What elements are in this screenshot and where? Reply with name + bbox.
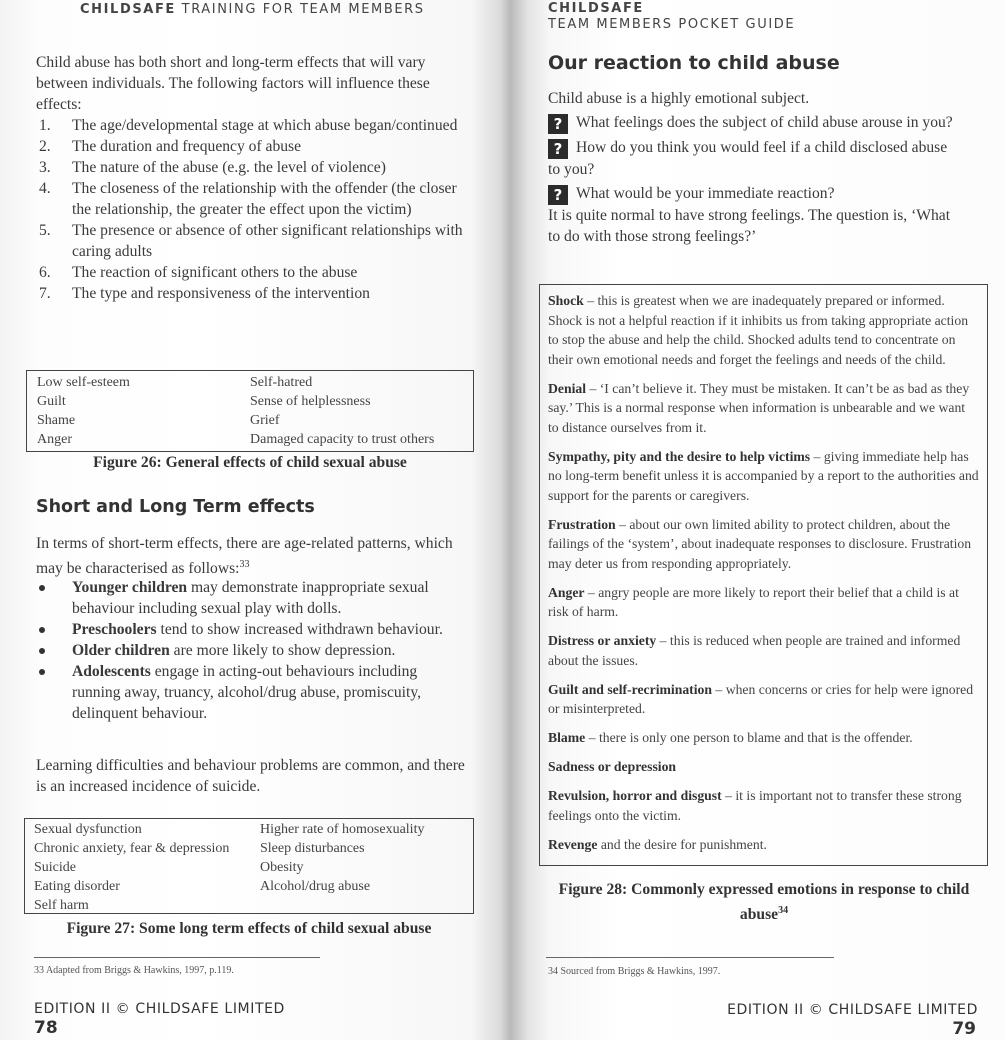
figure-27-box <box>24 818 474 914</box>
factor-text: The type and responsiveness of the intervention <box>72 285 370 302</box>
section-intro <box>36 533 468 579</box>
emotion-description: – ‘I can’t believe it. They must be mistaken. It can’t be as bad as they say.’ This is a normal response when information is unbearable and we want to distance ourselves from it. <box>548 380 970 435</box>
emotion-description: and the desire for punishment. <box>597 836 767 852</box>
long-term-effect-item: Eating disorder <box>34 879 120 894</box>
emotion-entry <box>548 583 979 622</box>
section-intro-text: In terms of short-term effects, there are age-related patterns, which may be characterised as follows: <box>36 535 453 578</box>
emotion-entry <box>548 515 979 574</box>
emotion-term: Shock <box>548 293 584 308</box>
emotion-term: Revulsion, horror and disgust <box>548 788 722 803</box>
effect-item: Sense of helplessness <box>250 394 371 409</box>
reflection-question <box>548 183 956 205</box>
long-term-effect-item: Obesity <box>260 860 304 875</box>
long-term-effect-item: Suicide <box>34 860 76 875</box>
question-text: What would be your immediate reaction? <box>576 185 835 202</box>
emotion-description: – there is only one person to blame and that is the offender. <box>585 730 913 745</box>
age-group: Preschoolers <box>72 621 157 638</box>
long-term-effect-item: Sexual dysfunction <box>34 822 142 837</box>
reflection-questions <box>548 112 956 205</box>
factor-number: 1. <box>39 117 51 134</box>
right-page <box>510 0 1006 1040</box>
factor-text: The reaction of significant others to the abuse <box>72 264 358 281</box>
factor-text: The duration and frequency of abuse <box>72 138 302 155</box>
effect-item: Damaged capacity to trust others <box>250 432 435 447</box>
footnote-ref-33: 33 <box>239 559 250 570</box>
footnote-34: 34 Sourced from Briggs & Hawkins, 1997. <box>548 966 721 977</box>
age-pattern-text: engage in acting-out behaviours including running away, truancy, alcohol/drug abuse, promiscuity, delinquent behaviour. <box>72 663 422 722</box>
age-pattern-text: tend to show increased withdrawn behaviour. <box>156 621 443 638</box>
footnote-divider-right <box>546 957 834 958</box>
emotion-description: – when concerns or cries for help were ignored or misinterpreted. <box>548 681 974 716</box>
age-patterns-list <box>36 577 468 724</box>
effect-item: Grief <box>250 413 280 428</box>
figure-27-column-1 <box>34 820 229 915</box>
page-number-78: 78 <box>34 1018 58 1038</box>
effect-item: Self-hatred <box>250 375 313 390</box>
factor-item <box>36 157 468 178</box>
long-term-effect-item: Higher rate of homosexuality <box>260 822 425 837</box>
right-page-title: Our reaction to child abuse <box>548 52 840 74</box>
figure-27-column-2 <box>260 820 424 896</box>
factor-item <box>36 283 468 304</box>
emotion-description: – this is greatest when we are inadequately prepared or informed. Shock is not a helpful reaction if it inhibits us from taking appropriate action to stop the abuse and help the child. Shocked adults tend to concentrate on their own emotional needs and forget the feelings and needs of the child. <box>548 293 969 367</box>
emotion-entry <box>548 291 979 369</box>
long-term-effect-item: Self harm <box>34 898 89 913</box>
emotion-term: Anger <box>548 584 585 600</box>
age-pattern-text: may demonstrate inappropriate sexual behaviour including sexual play with dolls. <box>72 579 429 617</box>
left-footer: EDITION II © CHILDSAFE LIMITED <box>34 1001 285 1017</box>
right-header-subtitle: TEAM MEMBERS POCKET GUIDE <box>548 17 796 32</box>
emotion-entry <box>548 835 979 855</box>
emotions-list <box>548 291 979 854</box>
figure-28-caption-text: Figure 28: Commonly expressed emotions in response to child abuse <box>558 881 970 924</box>
intro-line: Child abuse is a highly emotional subject. <box>548 90 810 107</box>
figure-28-caption <box>542 879 986 925</box>
left-header-rest: TRAINING FOR TEAM MEMBERS <box>181 2 425 17</box>
effect-item: Low self-esteem <box>37 375 130 390</box>
factor-text: The nature of the abuse (e.g. the level of violence) <box>72 159 386 176</box>
intro-paragraph: Child abuse has both short and long-term effects that will vary between individuals. The following factors will influence these effects: <box>36 54 430 113</box>
effect-item: Guilt <box>37 394 66 409</box>
emotion-entry <box>548 728 979 748</box>
question-mark-icon: ? <box>548 139 568 159</box>
reflection-question <box>548 137 956 180</box>
left-running-header: CHILDSAFE TRAINING FOR TEAM MEMBERS <box>80 2 425 17</box>
factor-item <box>36 115 468 136</box>
emotion-entry <box>548 786 979 825</box>
emotion-description: – about our own limited ability to protect children, about the failings of the ‘system’, about inadequate responses to disclosure. Frustration may deter us from responding appropriately. <box>548 516 972 571</box>
closing-line: It is quite normal to have strong feelings. The question is, ‘What to do with those strong feelings?’ <box>548 207 951 245</box>
factor-number: 6. <box>39 264 51 281</box>
effect-item: Anger <box>37 432 72 447</box>
footnote-33: 33 Adapted from Briggs & Hawkins, 1997, p.119. <box>34 965 234 976</box>
age-pattern-item <box>36 661 468 724</box>
reaction-intro <box>548 88 956 247</box>
right-footer: EDITION II © CHILDSAFE LIMITED <box>727 1002 978 1018</box>
age-pattern-item <box>36 577 468 619</box>
footnote-ref-34: 34 <box>778 905 789 916</box>
bullet-icon <box>39 648 45 654</box>
footnote-divider <box>34 957 320 958</box>
emotion-term: Guilt and self-recrimination <box>548 681 712 697</box>
factor-number: 5. <box>39 222 51 239</box>
emotion-description: – angry people are more likely to report their belief that a child is at risk of harm. <box>548 584 959 619</box>
bullet-icon <box>39 585 45 591</box>
emotion-term: Blame <box>548 730 586 745</box>
factor-text: The closeness of the relationship with the offender (the closer the relationship, the greater the effect upon the victim) <box>72 180 457 218</box>
emotion-entry <box>548 680 979 719</box>
question-mark-icon: ? <box>548 114 568 134</box>
emotion-term: Revenge <box>548 836 598 852</box>
age-pattern-text: are more likely to show depression. <box>169 642 396 659</box>
age-group: Adolescents <box>72 663 151 680</box>
section-title: Short and Long Term effects <box>36 497 315 517</box>
factor-number: 3. <box>39 159 51 176</box>
bullet-icon <box>39 627 45 633</box>
factor-item <box>36 178 468 220</box>
page-number-79: 79 <box>952 1019 976 1039</box>
long-term-effect-item: Alcohol/drug abuse <box>260 879 371 894</box>
figure-28-box <box>539 284 988 866</box>
long-term-effect-item: Sleep disturbances <box>260 841 365 856</box>
question-mark-icon: ? <box>548 185 568 205</box>
effect-item: Shame <box>37 413 76 428</box>
emotion-description: – this is reduced when people are trained and informed about the issues. <box>548 633 961 668</box>
figure-27-caption: Figure 27: Some long term effects of child sexual abuse <box>66 920 432 937</box>
factors-list <box>36 115 468 304</box>
emotion-term: Distress or anxiety <box>548 633 657 648</box>
age-group: Younger children <box>72 579 188 596</box>
age-group: Older children <box>72 642 170 659</box>
emotion-entry <box>548 447 979 506</box>
emotion-term: Frustration <box>548 516 616 532</box>
emotion-term: Sadness or depression <box>548 759 677 774</box>
bullet-icon <box>39 669 45 675</box>
right-header-brand: CHILDSAFE <box>548 1 644 16</box>
emotion-entry <box>548 631 979 670</box>
factor-number: 4. <box>39 180 51 197</box>
reflection-question <box>548 112 956 134</box>
emotion-description: – it is important not to transfer these strong feelings onto the victim. <box>548 788 962 823</box>
age-pattern-item <box>36 640 468 661</box>
factor-text: The age/developmental stage at which abuse began/continued <box>72 117 458 134</box>
emotion-description: – giving immediate help has no long-term benefit unless it is accompanied by a report to the authorities and support for the parents or caregivers. <box>548 448 979 503</box>
emotion-entry <box>548 379 979 438</box>
emotion-entry <box>548 757 979 777</box>
figure-26-column-2 <box>250 373 434 449</box>
age-pattern-item <box>36 619 468 640</box>
figure-26-column-1 <box>37 373 130 449</box>
question-text: How do you think you would feel if a child disclosed abuse to you? <box>548 139 948 178</box>
factor-number: 2. <box>39 138 51 155</box>
figure-26-box <box>26 370 474 452</box>
emotion-term: Denial <box>548 380 587 396</box>
figure-26-caption: Figure 26: General effects of child sexual abuse <box>93 454 407 471</box>
question-text: What feelings does the subject of child abuse arouse in you? <box>576 114 953 131</box>
factor-number: 7. <box>39 285 51 302</box>
emotion-term: Sympathy, pity and the desire to help victims <box>548 448 811 464</box>
factor-item <box>36 220 468 262</box>
factor-text: The presence or absence of other significant relationships with caring adults <box>72 222 463 260</box>
long-term-effect-item: Chronic anxiety, fear & depression <box>34 841 230 856</box>
factor-item <box>36 262 468 283</box>
closing-paragraph: Learning difficulties and behaviour problems are common, and there is an increased incidence of suicide. <box>36 757 465 795</box>
factor-item <box>36 136 468 157</box>
